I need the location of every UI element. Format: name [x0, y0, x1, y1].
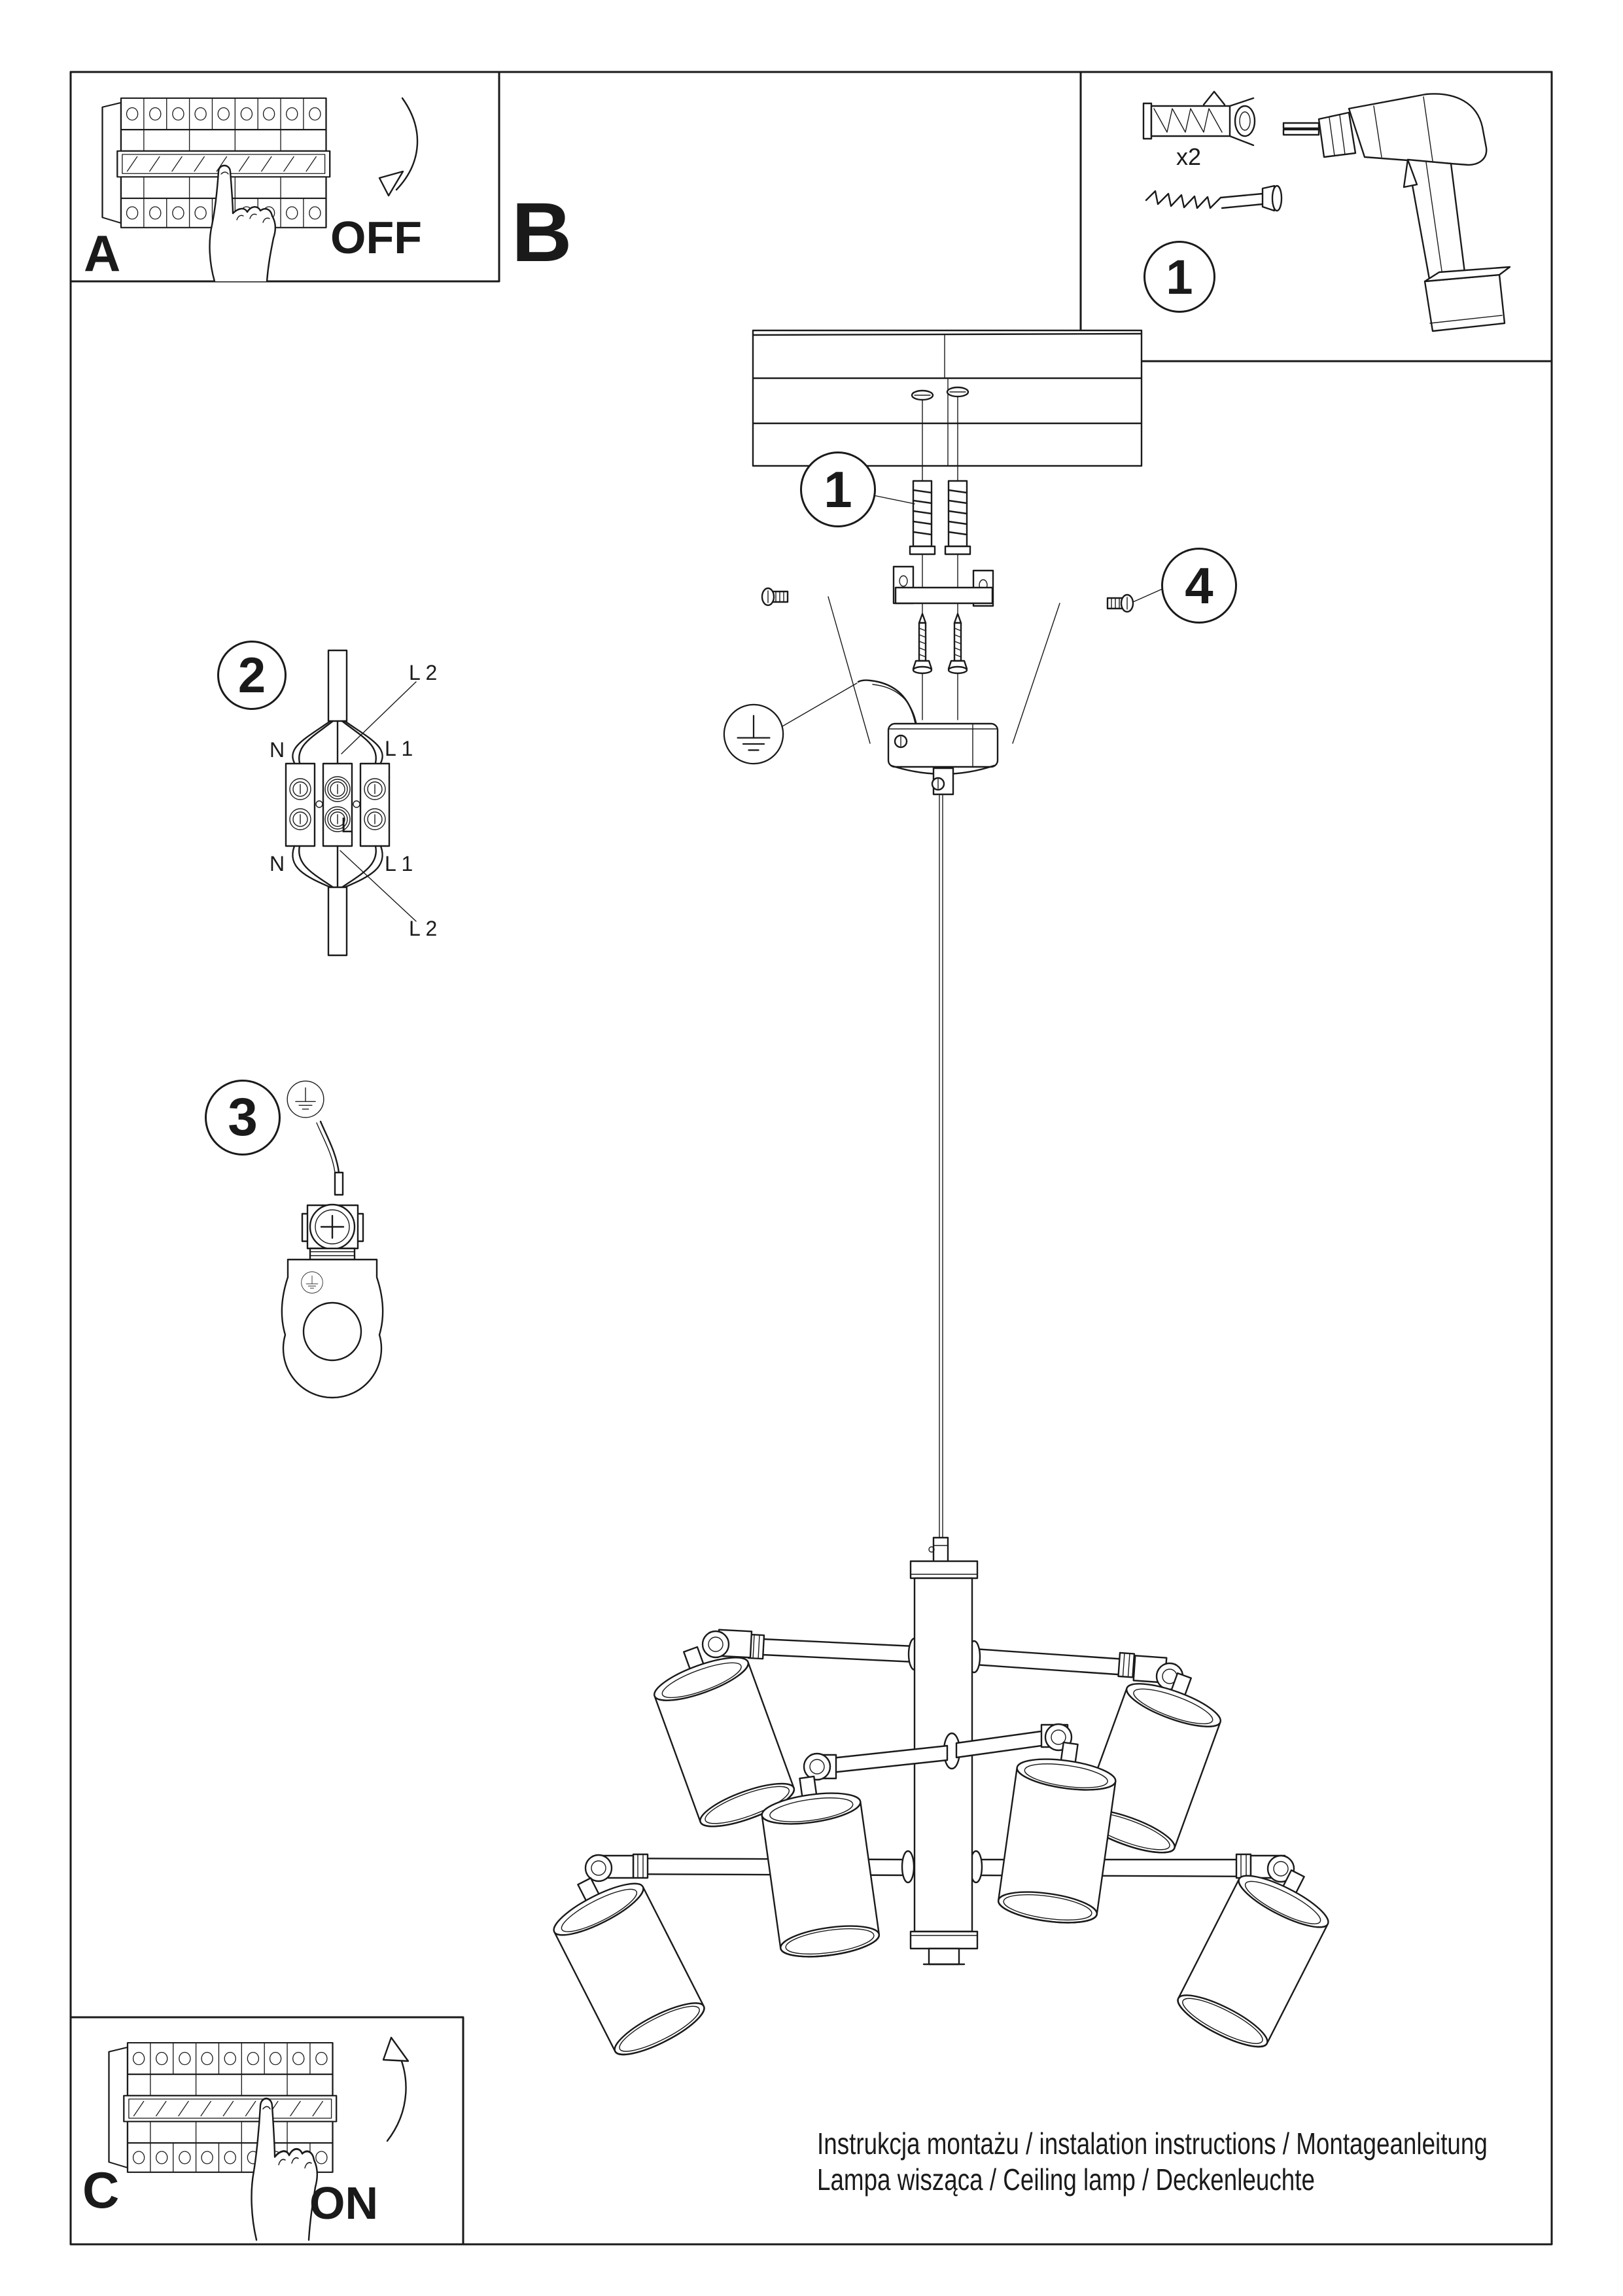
wire-label-n-bottom: N: [270, 852, 285, 875]
drill-icon: [1283, 94, 1510, 331]
callout-number: 1: [824, 460, 852, 518]
footer-line-1: Instrukcja montażu / instalation instructions / Montageanleitung: [817, 2127, 1488, 2161]
step-c-label: C: [82, 2161, 120, 2219]
ground-symbol-icon: [724, 705, 783, 764]
ring-bracket: [282, 1260, 383, 1398]
leader-step4: [1133, 589, 1162, 602]
lamp-shade: [540, 1859, 710, 2064]
off-label: OFF: [330, 212, 422, 263]
panel-1: [1081, 72, 1552, 361]
long-screws: [913, 614, 967, 673]
wire-label-l1-bottom: L 1: [385, 852, 413, 875]
callout-number: 4: [1185, 556, 1213, 614]
ceiling: [753, 330, 1142, 466]
callout-number: 1: [1166, 249, 1193, 304]
screw-icon: [1146, 186, 1282, 211]
wire-label-l-mid: L: [341, 813, 353, 837]
step-a-label: A: [84, 224, 121, 282]
terminal-block: [286, 764, 389, 846]
ground-symbol-icon: [287, 1081, 324, 1118]
wiring-diagram: [286, 650, 416, 955]
callout-number: 3: [228, 1087, 258, 1147]
arrow-up-icon: [383, 2038, 408, 2141]
wall-anchor-icon: [1143, 92, 1255, 145]
on-label: ON: [309, 2178, 378, 2229]
wire-label-l2-bottom: L 2: [409, 917, 438, 940]
wire-label-l2-top: L 2: [409, 661, 438, 684]
mounting-bracket: [894, 567, 993, 606]
callout-4-screws: [1161, 548, 1237, 624]
lamp-arm: [968, 1641, 1183, 1689]
callout-2-wiring: [217, 641, 287, 710]
callout-number: 2: [237, 647, 266, 703]
anchor-qty-label: x2: [1176, 143, 1202, 170]
wires-bottom: [292, 846, 382, 887]
callout-1-tools: [1143, 241, 1215, 313]
ceiling-lamp: [540, 1538, 1342, 2064]
wall-plugs: [910, 481, 970, 554]
cable-sheath-top: [328, 650, 347, 721]
step-b-label: B: [512, 186, 572, 279]
ground-connector-diagram: [282, 1081, 383, 1398]
canopy: [888, 724, 998, 794]
ground-lead-wire: [321, 1122, 339, 1173]
lamp-shade: [1172, 1851, 1342, 2056]
ground-wire: [782, 680, 917, 728]
wire-label-n-top: N: [270, 738, 285, 762]
pendant-wire: [939, 794, 943, 1538]
footer-line-2: Lampa wisząca / Ceiling lamp / Deckenleuchte: [817, 2163, 1315, 2197]
panel-c: [71, 2017, 463, 2244]
wire-label-l1-top: L 1: [385, 737, 413, 760]
leader-step1: [870, 495, 915, 504]
cable-sheath-bottom: [328, 887, 347, 955]
callout-3-ground: [205, 1080, 281, 1156]
panel-a: [71, 72, 499, 281]
arrow-down-icon: [379, 98, 417, 196]
guide-lines: [828, 597, 1060, 743]
terminal-cube: [302, 1205, 363, 1260]
callout-1-plugs: [800, 451, 876, 527]
lamp-arm: [956, 1724, 1072, 1757]
